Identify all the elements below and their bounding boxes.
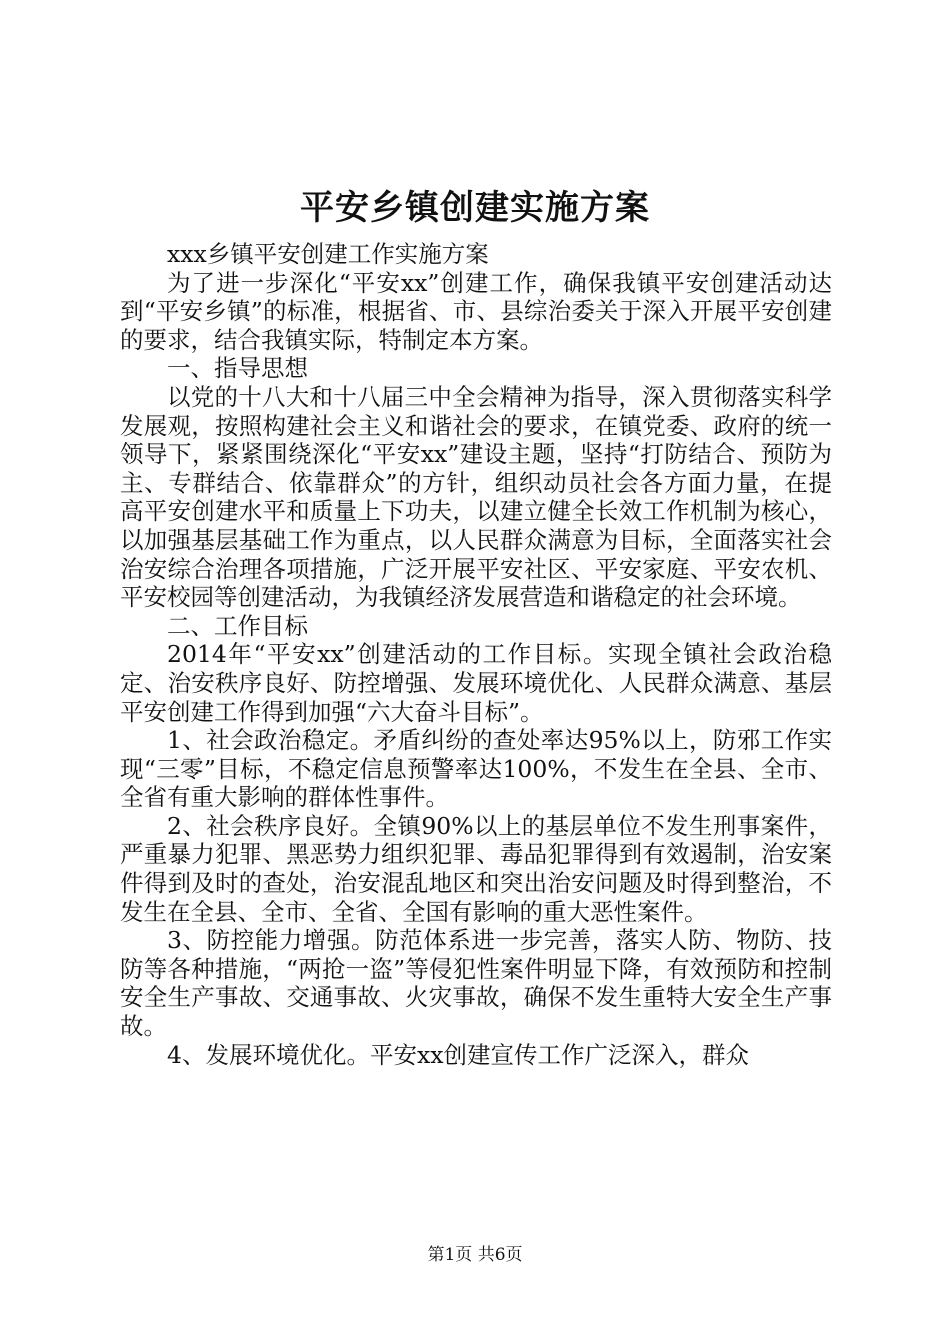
guiding-ideology-paragraph: 以党的十八大和十八届三中全会精神为指导，深入贯彻落实科学发展观，按照构建社会主义和谐社会的要求，在镇党委、政府的统一领导下，紧紧围绕深化“平安xx”建设主题，坚持“打防结合、预防为主、专群结合、依靠群众”的方针，组织动员社会各方面力量，在提高平安创建水平和质量上下功夫，以建立健全长效工作机制为核心，以加强基层基础工作为重点，以人民群众满意为目标，全面落实社会治安综合治理各项措施，广泛开展平安社区、平安家庭、平安农机、平安校园等创建活动，为我镇经济发展营造和谐稳定的社会环境。 <box>120 382 832 612</box>
section-heading-guiding-ideology: 一、指导思想 <box>167 354 308 383</box>
intro-paragraph: 为了进一步深化“平安xx”创建工作，确保我镇平安创建活动达到“平安乡镇”的标准，根据省、市、县综治委关于深入开展平安创建的要求，结合我镇实际，特制定本方案。 <box>120 268 832 354</box>
goal-item-1: 1、社会政治稳定。矛盾纠纷的查处率达95%以上，防邪工作实现“三零”目标，不稳定信息预警率达100%，不发生在全县、全市、全省有重大影响的群体性事件。 <box>120 726 832 812</box>
goal-item-4: 4、发展环境优化。平安xx创建宣传工作广泛深入，群众 <box>167 1040 749 1069</box>
document-body <box>120 240 832 1069</box>
subtitle-paragraph: xxx乡镇平安创建工作实施方案 <box>167 240 489 268</box>
work-goals-paragraph: 2014年“平安xx”创建活动的工作目标。实现全镇社会政治稳定、治安秩序良好、防控增强、发展环境优化、人民群众满意、基层平安创建工作得到加强“六大奋斗目标”。 <box>120 640 832 726</box>
document-title: 平安乡镇创建实施方案 <box>300 188 650 228</box>
section-heading-work-goals: 二、工作目标 <box>167 611 308 640</box>
goal-item-3: 3、防控能力增强。防范体系进一步完善，落实人防、物防、技防等各种措施，“两抢一盗”等侵犯性案件明显下降，有效预防和控制安全生产事故、交通事故、火灾事故，确保不发生重特大安全生产事故。 <box>120 926 832 1041</box>
goal-item-2: 2、社会秩序良好。全镇90%以上的基层单位不发生刑事案件，严重暴力犯罪、黑恶势力组织犯罪、毒品犯罪得到有效遏制，治安案件得到及时的查处，治安混乱地区和突出治安问题及时得到整治，不发生在全县、全市、全省、全国有影响的重大恶性案件。 <box>120 811 832 926</box>
page-footer: 第1页 共6页 <box>427 1245 523 1265</box>
